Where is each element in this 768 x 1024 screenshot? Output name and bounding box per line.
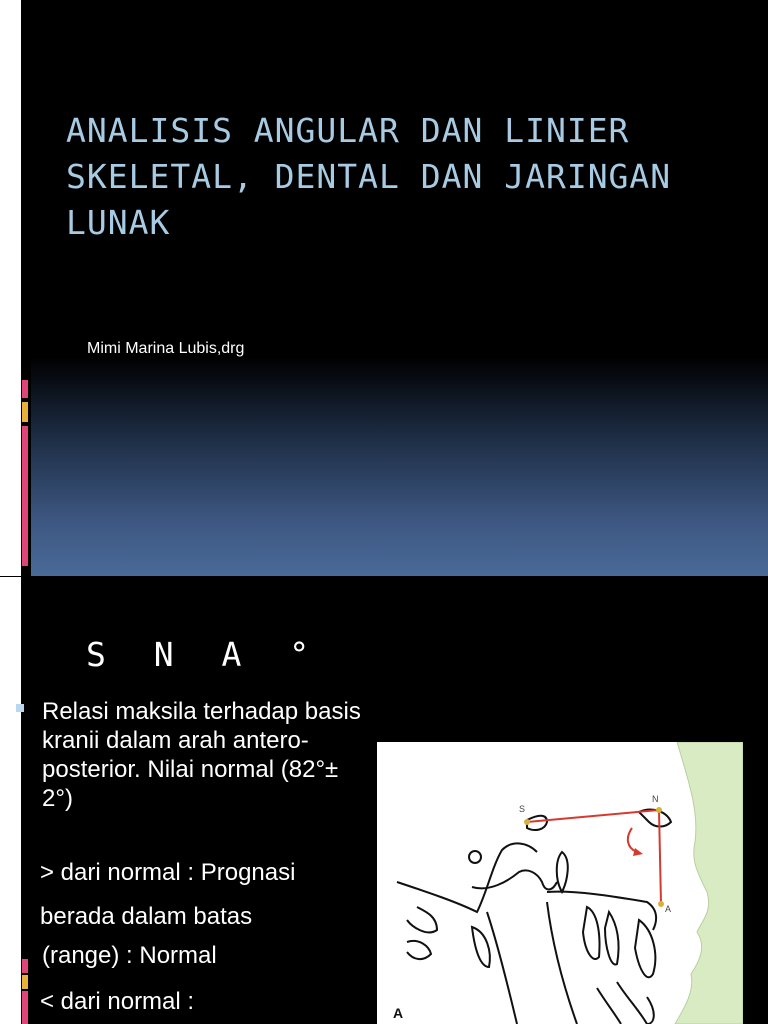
molar-outline <box>583 907 600 959</box>
strip-tick <box>21 68 31 70</box>
author-name: Mimi Marina Lubis,drg <box>87 340 245 357</box>
label-a: A <box>665 904 672 914</box>
incisor-outline <box>635 920 655 977</box>
condyle-outline <box>469 851 481 863</box>
mastoid-outline <box>407 907 437 932</box>
label-s: S <box>519 804 526 814</box>
slide-title: S N A ° <box>86 635 324 674</box>
label-n: N <box>652 794 659 804</box>
mandible-outline <box>597 982 647 1024</box>
chin-outline <box>647 997 654 1024</box>
hyoid-outline <box>472 927 490 967</box>
cervical-outline <box>407 941 431 959</box>
slide-title: ANALISIS ANGULAR DAN LINIER SKELETAL, DENTAL DAN JARINGAN LUNAK <box>66 111 672 242</box>
range-line: berada dalam batas <box>40 903 253 930</box>
strip-tick <box>21 60 31 62</box>
sna-description: Relasi maksila terhadap basis kranii dalam arah antero-posterior. Nilai normal (82°± 2°) <box>42 698 361 812</box>
cephalometric-figure <box>377 742 743 1024</box>
panel-label: A <box>393 1005 404 1021</box>
sn-line <box>527 810 659 822</box>
content-slide <box>0 577 768 1024</box>
angle-arrow-head <box>633 848 643 856</box>
accent-bar-gold <box>22 975 28 989</box>
sella-point <box>524 819 530 825</box>
strip-tick <box>21 633 31 635</box>
accent-bar-pink <box>22 426 28 566</box>
slide-left-strip-dark <box>21 577 31 1024</box>
angle-arrow <box>628 828 637 852</box>
skull-base <box>397 843 537 912</box>
zygoma-outline <box>472 870 557 889</box>
pterygoid-outline <box>557 852 568 892</box>
nasion-point <box>656 807 662 813</box>
bullet-marker <box>16 704 24 712</box>
accent-bar-pink <box>22 991 28 1024</box>
strip-tick <box>21 76 31 78</box>
strip-tick <box>21 641 31 643</box>
sella-outline <box>527 816 547 830</box>
premolar-outline <box>605 912 619 965</box>
cephalometric-tracing <box>377 742 743 1024</box>
soft-tissue-profile <box>675 742 743 1024</box>
accent-bar-pink <box>22 959 28 973</box>
a-point <box>658 901 664 907</box>
maxilla-outline <box>547 892 656 930</box>
greater-than-normal-line: > dari normal : Prognasi <box>40 859 296 886</box>
ramus-outline <box>487 912 517 1024</box>
mandible-inner-outline <box>547 902 577 1024</box>
strip-tick <box>21 649 31 651</box>
accent-bar-pink <box>22 380 28 398</box>
na-line <box>659 810 661 904</box>
range-normal-line: (range) : Normal <box>42 942 217 969</box>
less-than-normal-line: < dari normal : <box>40 988 195 1015</box>
accent-bar-gold <box>22 402 28 422</box>
